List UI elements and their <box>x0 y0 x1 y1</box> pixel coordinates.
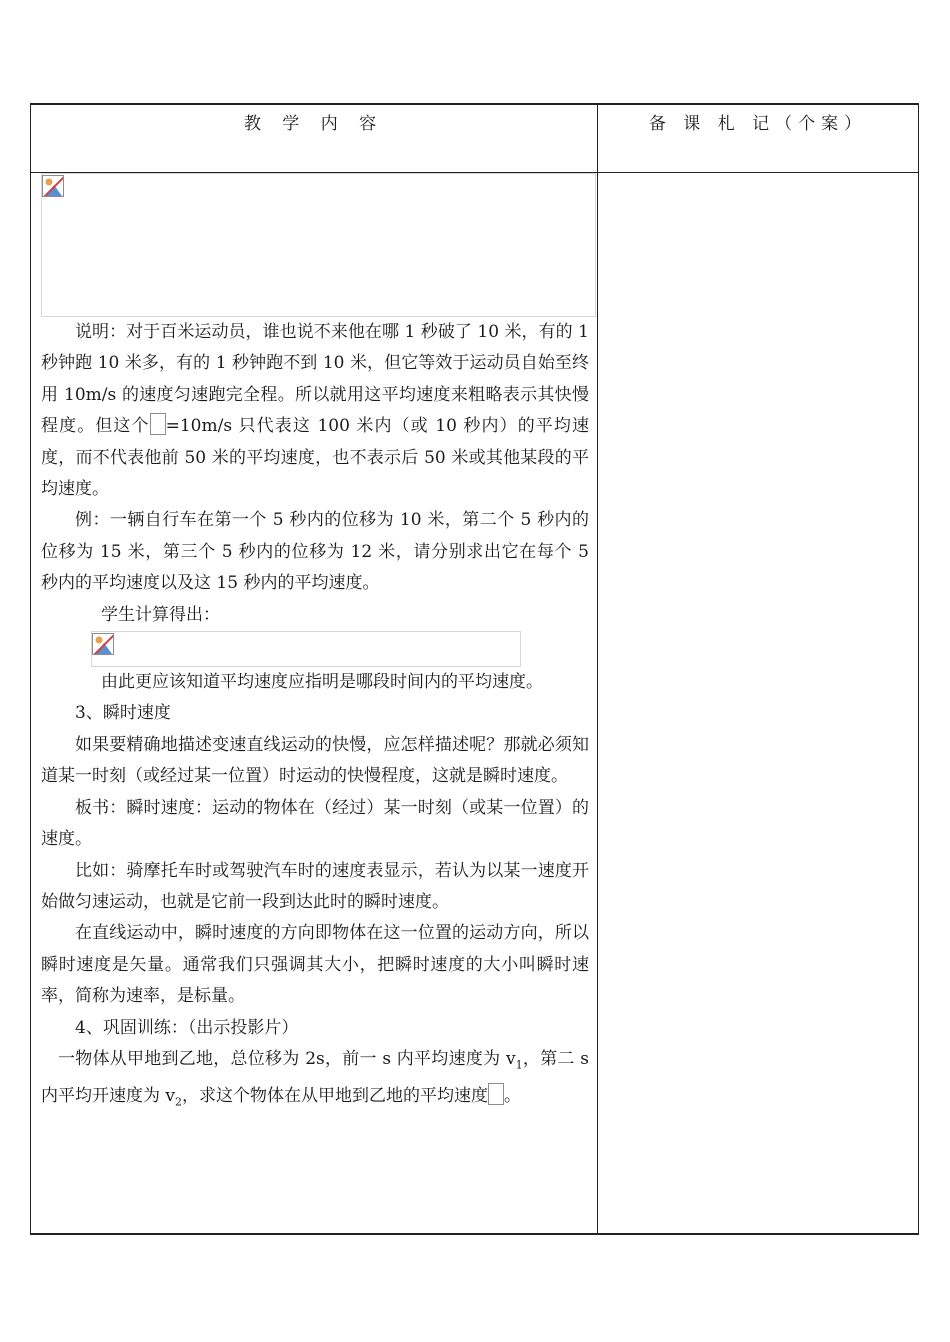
heading-practice: 4、巩固训练：（出示投影片） <box>75 1017 299 1038</box>
broken-image-icon <box>92 633 114 655</box>
exercise-text-4: 。 <box>504 1085 522 1106</box>
heading-instantaneous-velocity: 3、瞬时速度 <box>75 703 171 724</box>
paragraph-vector: 在直线运动中，瞬时速度的方向即物体在这一位置的运动方向，所以瞬时速度是矢量。通常我们只强调其大小，把瞬时速度的大小叫瞬时速率，简称为速率，是标量。 <box>41 923 589 1007</box>
lesson-table <box>30 103 919 1235</box>
paragraph-instantaneous-intro: 如果要精确地描述变速直线运动的快慢，应怎样描述呢？那就必须知道某一时刻（或经过某一位置）时运动的快慢程度，这就是瞬时速度。 <box>41 734 589 787</box>
column-divider <box>597 105 598 1233</box>
image-placeholder-calc <box>91 631 521 667</box>
image-placeholder-large <box>41 173 596 317</box>
paragraph-explanation-text: 说明：对于百米运动员，谁也说不来他在哪 1 秒破了 10 米，有的 1 秒钟跑 10 米多，有的 1 秒钟跑不到 10 米，但它等效于运动员自始至终用 10m/s 的速度匀速跑完全程。所以就用这平均速度来粗略表示其快慢程度。但这个 <box>41 322 589 437</box>
lesson-notes-header: 备 课 札 记（个案） <box>648 114 868 134</box>
broken-image-icon <box>488 1083 504 1105</box>
paragraph-blackboard: 板书：瞬时速度：运动的物体在（经过）某一时刻（或某一位置）的速度。 <box>41 797 589 850</box>
paragraph-speedometer: 比如：骑摩托车时或驾驶汽车时的速度表显示，若认为以某一速度开始做匀速运动，也就是它前一段到达此时的瞬时速度。 <box>41 860 589 912</box>
teaching-content-header: 教 学 内 容 <box>243 114 385 134</box>
subscript-1: 1 <box>515 1058 523 1072</box>
exercise-text-3: ，求这个物体在从甲地到乙地的平均速度 <box>182 1085 489 1106</box>
subscript-2: 2 <box>175 1095 183 1109</box>
paragraph-exercise <box>41 1044 589 1118</box>
paragraph-example: 例：一辆自行车在第一个 5 秒内的位移为 10 米，第二个 5 秒内的位移为 15 米，第三个 5 秒内的位移为 12 米，请分别求出它在每个 5 秒内的平均速度以及这 15 秒内的平均速度。 <box>41 510 589 594</box>
paragraph-conclusion: 由此更应该知道平均速度应指明是哪段时间内的平均速度。 <box>101 672 543 693</box>
exercise-text-2: ，第二 s 内平均开速度为 v <box>41 1048 589 1106</box>
exercise-text-1: 一物体从甲地到乙地，总位移为 2s，前一 s 内平均速度为 v <box>58 1048 516 1069</box>
teaching-content <box>41 173 589 1118</box>
paragraph-student-calc: 学生计算得出： <box>101 604 220 625</box>
paragraph-explanation-text-2: =10m/s 只代表这 100 米内（或 10 秒内）的平均速度，而不代表他前 50 米的平均速度，也不表示后 50 米或其他某段的平均速度。 <box>41 416 590 500</box>
broken-image-icon <box>150 413 166 435</box>
broken-image-icon <box>42 175 64 197</box>
paragraph-explanation <box>41 317 589 505</box>
